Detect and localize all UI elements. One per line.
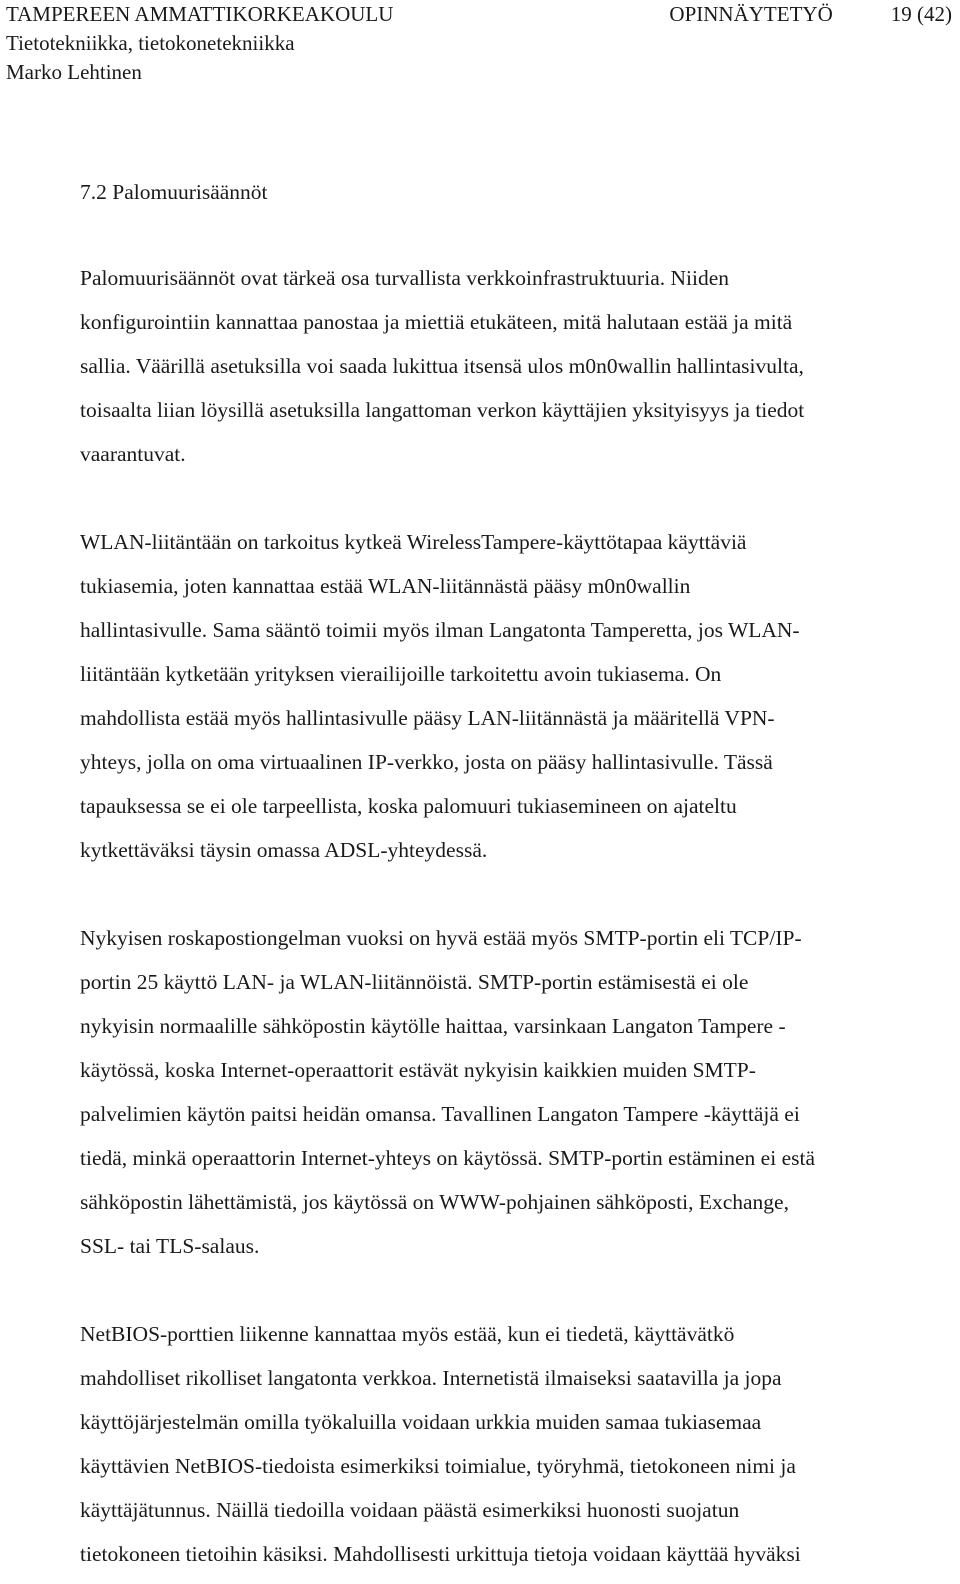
text-line: konfigurointiin kannattaa panostaa ja miettiä etukäteen, mitä halutaan estää ja mitä [80, 310, 793, 334]
text-line: sallia. Väärillä asetuksilla voi saada lukittua itsensä ulos m0n0wallin hallintasivulta, [80, 354, 804, 378]
document-type: OPINNÄYTETYÖ [669, 2, 833, 26]
text-line: SSL- tai TLS-salaus. [80, 1234, 260, 1258]
page-body [80, 170, 950, 1576]
text-line: NetBIOS-porttien liikenne kannattaa myös estää, kun ei tiedetä, käyttävätkö [80, 1322, 735, 1346]
text-line: mahdolliset rikolliset langatonta verkkoa. Internetistä ilmaiseksi saatavilla ja jopa [80, 1366, 782, 1390]
text-line: tukiasemia, joten kannattaa estää WLAN-liitännästä pääsy m0n0wallin [80, 574, 691, 598]
text-line: kytkettäväksi täysin omassa ADSL-yhteydessä. [80, 838, 488, 862]
text-line: nykyisin normaalille sähköpostin käytölle haittaa, varsinkaan Langaton Tampere - [80, 1014, 786, 1038]
text-line: yhteys, jolla on oma virtuaalinen IP-verkko, josta on pääsy hallintasivulle. Tässä [80, 750, 773, 774]
text-line: mahdollista estää myös hallintasivulle pääsy LAN-liitännästä ja määritellä VPN- [80, 706, 775, 730]
header-right [669, 0, 952, 29]
paragraph-1 [80, 256, 950, 476]
text-line: toisaalta liian löysillä asetuksilla langattoman verkon käyttäjien yksityisyys ja tiedot [80, 398, 805, 422]
text-line: käytössä, koska Internet-operaattorit estävät nykyisin kaikkien muiden SMTP- [80, 1058, 756, 1082]
text-line: tiedä, minkä operaattorin Internet-yhteys on käytössä. SMTP-portin estäminen ei estä [80, 1146, 815, 1170]
spacer [80, 1268, 950, 1312]
section-heading: 7.2 Palomuurisäännöt [80, 180, 268, 204]
spacer [80, 476, 950, 520]
spacer [80, 214, 950, 256]
text-line: käyttöjärjestelmän omilla työkaluilla voidaan urkkia muiden samaa tukiasemaa [80, 1410, 762, 1434]
text-line: palvelimien käytön paitsi heidän omansa. Tavallinen Langaton Tampere -käyttäjä ei [80, 1102, 800, 1126]
spacer [80, 872, 950, 916]
page-header [6, 0, 952, 87]
header-row-2 [6, 29, 952, 58]
text-line: käyttäjätunnus. Näillä tiedoilla voidaan päästä esimerkiksi huonosti suojatun [80, 1498, 740, 1522]
header-row-1 [6, 0, 952, 29]
text-line: portin 25 käyttö LAN- ja WLAN-liitännöistä. SMTP-portin estämisestä ei ole [80, 970, 749, 994]
department: Tietotekniikka, tietokonetekniikka [6, 31, 295, 55]
text-line: tietokoneen tietoihin käsiksi. Mahdollisesti urkittuja tietoja voidaan käyttää hyväksi [80, 1542, 801, 1566]
text-line: hallintasivulle. Sama sääntö toimii myös ilman Langatonta Tamperetta, jos WLAN- [80, 618, 800, 642]
text-line: Nykyisen roskapostiongelman vuoksi on hyvä estää myös SMTP-portin eli TCP/IP- [80, 926, 802, 950]
header-row-3 [6, 58, 952, 87]
text-line: vaarantuvat. [80, 442, 186, 466]
text-line: liitäntään kytketään yrityksen vierailijoille tarkoitettu avoin tukiasema. On [80, 662, 722, 686]
text-line: Palomuurisäännöt ovat tärkeä osa turvallista verkkoinfrastruktuuria. Niiden [80, 266, 729, 290]
page-number: 19 (42) [890, 2, 952, 26]
text-line: sähköpostin lähettämistä, jos käytössä on WWW-pohjainen sähköposti, Exchange, [80, 1190, 789, 1214]
author: Marko Lehtinen [6, 60, 142, 84]
text-line: käyttävien NetBIOS-tiedoista esimerkiksi toimialue, työryhmä, tietokoneen nimi ja [80, 1454, 796, 1478]
text-line: tapauksessa se ei ole tarpeellista, koska palomuuri tukiasemineen on ajateltu [80, 794, 737, 818]
text-line: WLAN-liitäntään on tarkoitus kytkeä WirelessTampere-käyttötapaa käyttäviä [80, 530, 747, 554]
paragraph-3 [80, 916, 950, 1268]
paragraph-4 [80, 1312, 950, 1576]
institution-name: TAMPEREEN AMMATTIKORKEAKOULU [6, 2, 394, 26]
paragraph-2 [80, 520, 950, 872]
